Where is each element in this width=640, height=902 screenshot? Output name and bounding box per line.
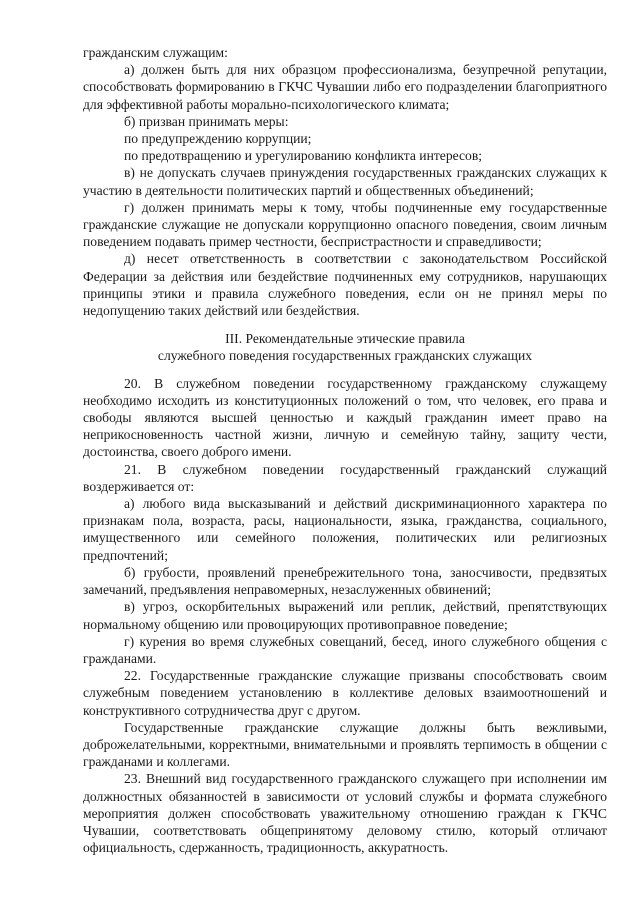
paragraph-21-item-a: а) любого вида высказываний и действий дискриминационного характера по признакам пола, возраста, расы, национальности, языка, гражданства, социального, имущественного или семейного положения, политических или религиозных предпочтений; xyxy=(83,496,607,563)
page-body xyxy=(83,44,607,856)
paragraph-20: 20. В служебном поведении государственному гражданскому служащему необходимо исходить из конституционных положений о том, что человек, его права и свободы являются высшей ценностью и каждый гражданин имеет право на неприкосновенность частной жизни, личную и семейную тайну, защиту чести, достоинства, своего доброго имени. xyxy=(83,375,607,460)
section-heading xyxy=(83,330,607,364)
section-title-line-1: III. Рекомендательные этические правила xyxy=(225,331,465,347)
paragraph-22-continued: Государственные гражданские служащие должны быть вежливыми, доброжелательными, корректными, внимательными и проявлять терпимость в общении с гражданами и коллегами. xyxy=(83,719,607,770)
item-d-responsibility: д) несет ответственность в соответствии с законодательством Российской Федерации за действия или бездействие подчиненных ему сотрудников, нарушающих принципы этики и правила служебного поведения, если он не принял меры по недопущению таких действий или бездействия. xyxy=(83,251,607,319)
paragraph-21-item-g: г) курения во время служебных совещаний, бесед, иного служебного общения с гражданами. xyxy=(83,633,607,666)
item-b-take-measures: б) призван принимать меры: xyxy=(124,113,289,129)
item-b-corruption: по предупреждению коррупции; xyxy=(124,131,312,147)
section-title-line-2: служебного поведения государственных гражданских служащих xyxy=(157,348,533,364)
lead-in-line: гражданским служащим: xyxy=(83,45,228,60)
paragraph-21: 21. В служебном поведении государственный гражданский служащий воздерживается от: xyxy=(83,461,607,494)
paragraph-21-item-b: б) грубости, проявлений пренебрежительного тона, заносчивости, предвзятых замечаний, предъявления неправомерных, незаслуженных обвинений; xyxy=(83,564,607,598)
item-g-personal-example: г) должен принимать меры к тому, чтобы подчиненные ему государственные гражданские служащие не допускали коррупционно опасного поведения, своим личным поведением подавать пример честности, беспристрастности и справедливости; xyxy=(83,199,607,250)
paragraph-21-item-v: в) угроз, оскорбительных выражений или реплик, действий, препятствующих нормальному общению или провоцирующих противоправное поведение; xyxy=(83,599,607,632)
paragraph-23: 23. Внешний вид государственного гражданского служащего при исполнении им должностных обязанностей в зависимости от условий службы и формата служебного мероприятия должен способствовать уважительному отношению граждан к ГКЧС Чувашии, соответствовать общепринятому деловому стилю, который отличают официальность, сдержанность, традиционность, аккуратность. xyxy=(83,771,607,856)
item-b-conflict-of-interest: по предотвращению и урегулированию конфликта интересов; xyxy=(124,148,483,164)
item-v-no-coercion: в) не допускать случаев принуждения государственных гражданских служащих к участию в деятельности политических партий и общественных объединений; xyxy=(83,165,607,198)
item-a-role-model: а) должен быть для них образцом профессионализма, безупречной репутации, способствовать формированию в ГКЧС Чувашии либо его подразделении благоприятного для эффективной работы морально-психологического климата; xyxy=(83,62,607,112)
paragraph-22: 22. Государственные гражданские служащие призваны способствовать своим служебным поведением установлению в коллективе деловых взаимоотношений и конструктивного сотрудничества друг с другом. xyxy=(83,668,607,718)
